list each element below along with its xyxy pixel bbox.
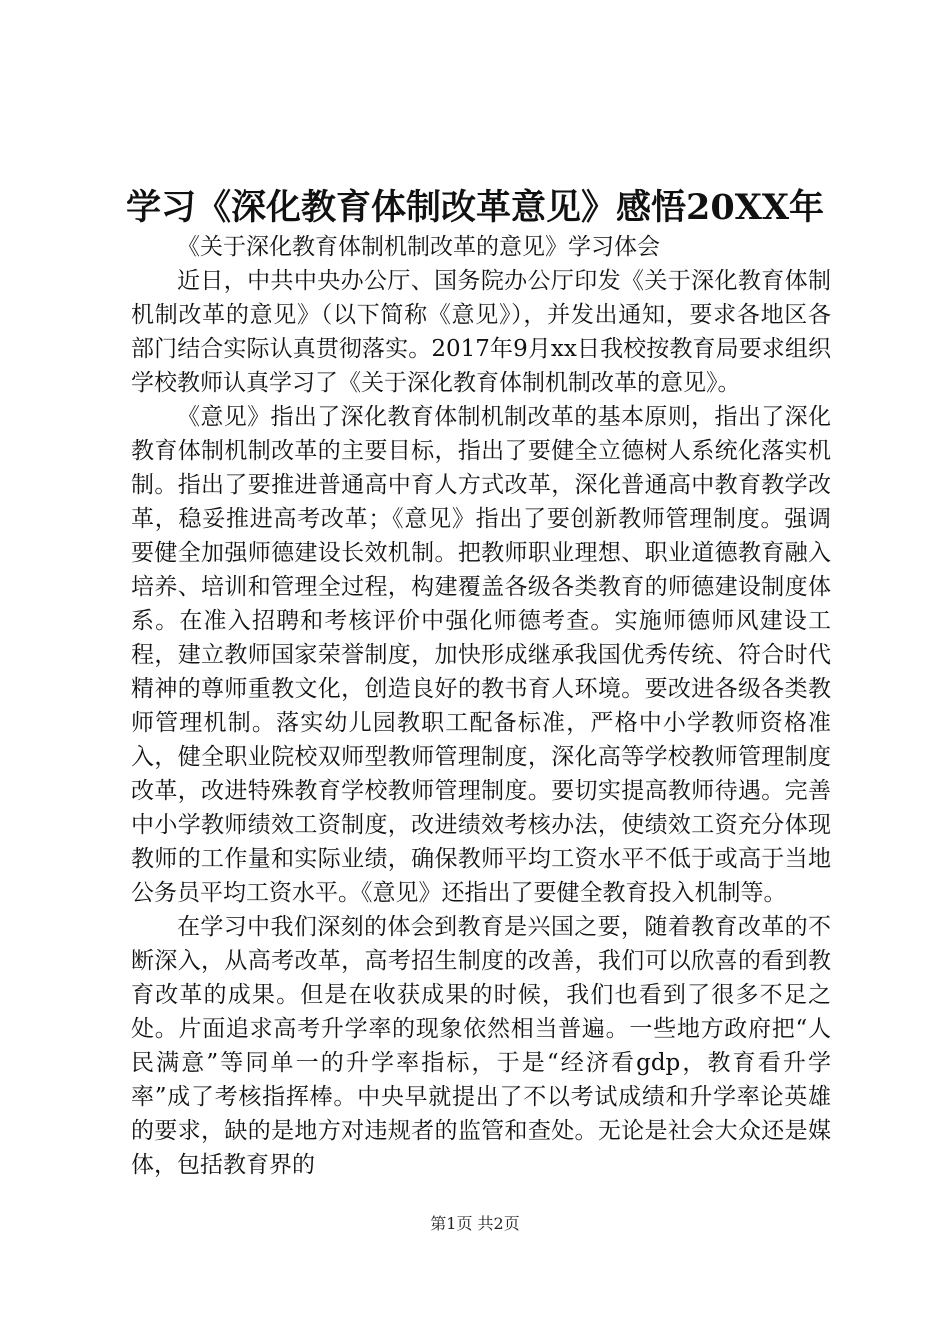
paragraph-3: 在学习中我们深刻的体会到教育是兴国之要，随着教育改革的不断深入，从高考改革，高考招生制度的改善，我们可以欣喜的看到教育改革的成果。但是在收获成果的时候，我们也看到了很多不足之处。片面追求高考升学率的现象依然相当普遍。一些地方政府把“人民满意”等同单一的升学率指标，于是“经济看gdp，教育看升学率”成了考核指挥棒。中央早就提出了不以考试成绩和升学率论英雄的要求，缺的是地方对违规者的监管和查处。无论是社会大众还是媒体，包括教育界的 (131, 914, 831, 1178)
document-title: 学习《深化教育体制改革意见》感悟20XX年 (125, 187, 825, 228)
document-subtitle: 《关于深化教育体制机制改革的意见》学习体会 (177, 234, 660, 260)
paragraph-2: 《意见》指出了深化教育体制机制改革的基本原则，指出了深化教育体制机制改革的主要目标，指出了要健全立德树人系统化落实机制。指出了要推进普通高中育人方式改革，深化普通高中教育教学改革，稳妥推进高考改革；《意见》指出了要创新教师管理制度。强调要健全加强师德建设长效机制。把教师职业理想、职业道德教育融入培养、培训和管理全过程，构建覆盖各级各类教育的师德建设制度体系。在准入招聘和考核评价中强化师德考查。实施师德师风建设工程，建立教师国家荣誉制度，加快形成继承我国优秀传统、符合时代精神的尊师重教文化，创造良好的教书育人环境。要改进各级各类教师管理机制。落实幼儿园教职工配备标准，严格中小学教师资格准入，健全职业院校双师型教师管理制度，深化高等学校教师管理制度改革，改进特殊教育学校教师管理制度。要切实提高教师待遇。完善中小学教师绩效工资制度，改进绩效考核办法，使绩效工资充分体现教师的工作量和实际业绩，确保教师平均工资水平不低于或高于当地公务员平均工资水平。《意见》还指出了要健全教育投入机制等。 (131, 404, 831, 906)
paragraph-1: 近日，中共中央办公厅、国务院办公厅印发《关于深化教育体制机制改革的意见》（以下简称《意见》），并发出通知，要求各地区各部门结合实际认真贯彻落实。2017年9月xx日我校按教育局要求组织学校教师认真学习了《关于深化教育体制机制改革的意见》。 (131, 268, 831, 396)
document-body (131, 230, 831, 1182)
page-footer: 第1页 共2页 (430, 1214, 520, 1233)
